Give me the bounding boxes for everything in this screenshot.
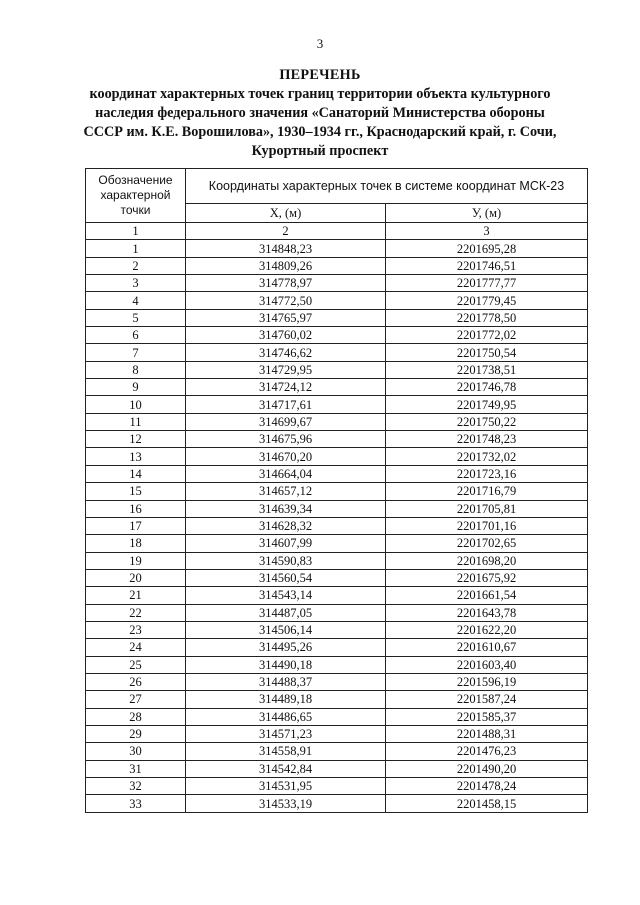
- y-coordinate-cell: 2201732,02: [386, 448, 588, 465]
- x-coordinate-cell: 314542,84: [186, 760, 386, 777]
- table-row: [86, 292, 588, 309]
- x-coordinate-cell: 314657,12: [186, 483, 386, 500]
- x-coordinate-cell: 314772,50: [186, 292, 386, 309]
- table-row: [86, 240, 588, 257]
- y-coordinate-cell: 2201716,79: [386, 483, 588, 500]
- point-number-cell: 28: [86, 708, 186, 725]
- y-coordinate-cell: 2201490,20: [386, 760, 588, 777]
- column-number: 3: [386, 223, 588, 240]
- y-coordinate-cell: 2201777,77: [386, 275, 588, 292]
- point-number-cell: 31: [86, 760, 186, 777]
- y-coordinate-cell: 2201778,50: [386, 309, 588, 326]
- header-x: X, (м): [186, 204, 386, 223]
- point-number-cell: 19: [86, 552, 186, 569]
- x-coordinate-cell: 314543,14: [186, 587, 386, 604]
- x-coordinate-cell: 314746,62: [186, 344, 386, 361]
- point-number-cell: 27: [86, 691, 186, 708]
- x-coordinate-cell: 314607,99: [186, 535, 386, 552]
- point-number-cell: 13: [86, 448, 186, 465]
- x-coordinate-cell: 314590,83: [186, 552, 386, 569]
- table-row: [86, 327, 588, 344]
- point-number-cell: 4: [86, 292, 186, 309]
- x-coordinate-cell: 314488,37: [186, 673, 386, 690]
- table-row: [86, 673, 588, 690]
- table-row: [86, 379, 588, 396]
- x-coordinate-cell: 314729,95: [186, 361, 386, 378]
- point-number-cell: 32: [86, 778, 186, 795]
- point-number-cell: 3: [86, 275, 186, 292]
- x-coordinate-cell: 314670,20: [186, 448, 386, 465]
- y-coordinate-cell: 2201622,20: [386, 621, 588, 638]
- table-row: [86, 309, 588, 326]
- y-coordinate-cell: 2201749,95: [386, 396, 588, 413]
- table-row: [86, 743, 588, 760]
- point-number-cell: 9: [86, 379, 186, 396]
- x-coordinate-cell: 314664,04: [186, 465, 386, 482]
- page-number: 3: [316, 36, 324, 51]
- x-coordinate-cell: 314809,26: [186, 257, 386, 274]
- title-heading: ПЕРЕЧЕНЬ: [279, 67, 361, 83]
- y-coordinate-cell: 2201661,54: [386, 587, 588, 604]
- x-coordinate-cell: 314848,23: [186, 240, 386, 257]
- point-number-cell: 18: [86, 535, 186, 552]
- table-row: [86, 621, 588, 638]
- table-row: [86, 708, 588, 725]
- y-coordinate-cell: 2201746,51: [386, 257, 588, 274]
- x-coordinate-cell: 314778,97: [186, 275, 386, 292]
- header-y: У, (м): [386, 204, 588, 223]
- y-coordinate-cell: 2201750,54: [386, 344, 588, 361]
- x-coordinate-cell: 314571,23: [186, 725, 386, 742]
- x-coordinate-cell: 314489,18: [186, 691, 386, 708]
- point-number-cell: 14: [86, 465, 186, 482]
- y-coordinate-cell: 2201476,23: [386, 743, 588, 760]
- point-number-cell: 1: [86, 240, 186, 257]
- table-row: [86, 396, 588, 413]
- title-line: Курортный проспект: [251, 143, 389, 159]
- table-row: [86, 691, 588, 708]
- point-number-cell: 5: [86, 309, 186, 326]
- point-number-cell: 2: [86, 257, 186, 274]
- table-row: [86, 483, 588, 500]
- y-coordinate-cell: 2201750,22: [386, 413, 588, 430]
- point-number-cell: 17: [86, 517, 186, 534]
- y-coordinate-cell: 2201772,02: [386, 327, 588, 344]
- y-coordinate-cell: 2201723,16: [386, 465, 588, 482]
- y-coordinate-cell: 2201738,51: [386, 361, 588, 378]
- y-coordinate-cell: 2201702,65: [386, 535, 588, 552]
- x-coordinate-cell: 314724,12: [186, 379, 386, 396]
- y-coordinate-cell: 2201748,23: [386, 431, 588, 448]
- point-number-cell: 15: [86, 483, 186, 500]
- x-coordinate-cell: 314533,19: [186, 795, 386, 812]
- y-coordinate-cell: 2201596,19: [386, 673, 588, 690]
- x-coordinate-cell: 314675,96: [186, 431, 386, 448]
- table-row: [86, 517, 588, 534]
- table-row: [86, 257, 588, 274]
- point-number-cell: 10: [86, 396, 186, 413]
- point-number-cell: 25: [86, 656, 186, 673]
- title-line: наследия федерального значения «Санаторий Министерства обороны: [95, 105, 545, 121]
- point-number-cell: 26: [86, 673, 186, 690]
- point-number-cell: 11: [86, 413, 186, 430]
- table-row: [86, 760, 588, 777]
- x-coordinate-cell: 314717,61: [186, 396, 386, 413]
- column-number: 1: [86, 223, 186, 240]
- x-coordinate-cell: 314560,54: [186, 569, 386, 586]
- x-coordinate-cell: 314765,97: [186, 309, 386, 326]
- y-coordinate-cell: 2201458,15: [386, 795, 588, 812]
- table-row: [86, 413, 588, 430]
- x-coordinate-cell: 314487,05: [186, 604, 386, 621]
- x-coordinate-cell: 314760,02: [186, 327, 386, 344]
- table-row: [86, 778, 588, 795]
- x-coordinate-cell: 314531,95: [186, 778, 386, 795]
- point-number-cell: 6: [86, 327, 186, 344]
- y-coordinate-cell: 2201746,78: [386, 379, 588, 396]
- point-number-cell: 30: [86, 743, 186, 760]
- y-coordinate-cell: 2201675,92: [386, 569, 588, 586]
- table-row: [86, 639, 588, 656]
- point-number-cell: 16: [86, 500, 186, 517]
- y-coordinate-cell: 2201695,28: [386, 240, 588, 257]
- table-row: [86, 656, 588, 673]
- y-coordinate-cell: 2201698,20: [386, 552, 588, 569]
- table-row: [86, 344, 588, 361]
- table-row: [86, 587, 588, 604]
- table-row: [86, 465, 588, 482]
- point-number-cell: 22: [86, 604, 186, 621]
- table-row: [86, 448, 588, 465]
- point-number-cell: 29: [86, 725, 186, 742]
- x-coordinate-cell: 314495,26: [186, 639, 386, 656]
- table-row: [86, 552, 588, 569]
- y-coordinate-cell: 2201488,31: [386, 725, 588, 742]
- x-coordinate-cell: 314558,91: [186, 743, 386, 760]
- table-body: [86, 240, 588, 812]
- table-row: [86, 500, 588, 517]
- y-coordinate-cell: 2201587,24: [386, 691, 588, 708]
- table-row: [86, 361, 588, 378]
- y-coordinate-cell: 2201643,78: [386, 604, 588, 621]
- point-number-cell: 23: [86, 621, 186, 638]
- point-number-cell: 21: [86, 587, 186, 604]
- point-number-cell: 12: [86, 431, 186, 448]
- table-row: [86, 535, 588, 552]
- y-coordinate-cell: 2201779,45: [386, 292, 588, 309]
- coordinates-table: [85, 168, 588, 813]
- title-line: координат характерных точек границ территории объекта культурного: [89, 86, 551, 102]
- point-number-cell: 33: [86, 795, 186, 812]
- title-line: СССР им. К.Е. Ворошилова», 1930–1934 гг., Краснодарский край, г. Сочи,: [83, 124, 557, 140]
- x-coordinate-cell: 314628,32: [186, 517, 386, 534]
- table-row: [86, 604, 588, 621]
- y-coordinate-cell: 2201585,37: [386, 708, 588, 725]
- point-number-cell: 24: [86, 639, 186, 656]
- x-coordinate-cell: 314506,14: [186, 621, 386, 638]
- header-point-designation: Обозначение характерной точки: [86, 169, 186, 223]
- table-row: [86, 569, 588, 586]
- x-coordinate-cell: 314486,65: [186, 708, 386, 725]
- y-coordinate-cell: 2201610,67: [386, 639, 588, 656]
- y-coordinate-cell: 2201603,40: [386, 656, 588, 673]
- x-coordinate-cell: 314490,18: [186, 656, 386, 673]
- header-coordinates: Координаты характерных точек в системе координат МСК-23: [186, 169, 588, 204]
- table-row: [86, 431, 588, 448]
- table-row: [86, 275, 588, 292]
- table-row: [86, 795, 588, 812]
- y-coordinate-cell: 2201478,24: [386, 778, 588, 795]
- table-row: [86, 725, 588, 742]
- y-coordinate-cell: 2201701,16: [386, 517, 588, 534]
- point-number-cell: 8: [86, 361, 186, 378]
- column-number: 2: [186, 223, 386, 240]
- x-coordinate-cell: 314699,67: [186, 413, 386, 430]
- point-number-cell: 20: [86, 569, 186, 586]
- y-coordinate-cell: 2201705,81: [386, 500, 588, 517]
- x-coordinate-cell: 314639,34: [186, 500, 386, 517]
- point-number-cell: 7: [86, 344, 186, 361]
- document-title: [40, 66, 600, 161]
